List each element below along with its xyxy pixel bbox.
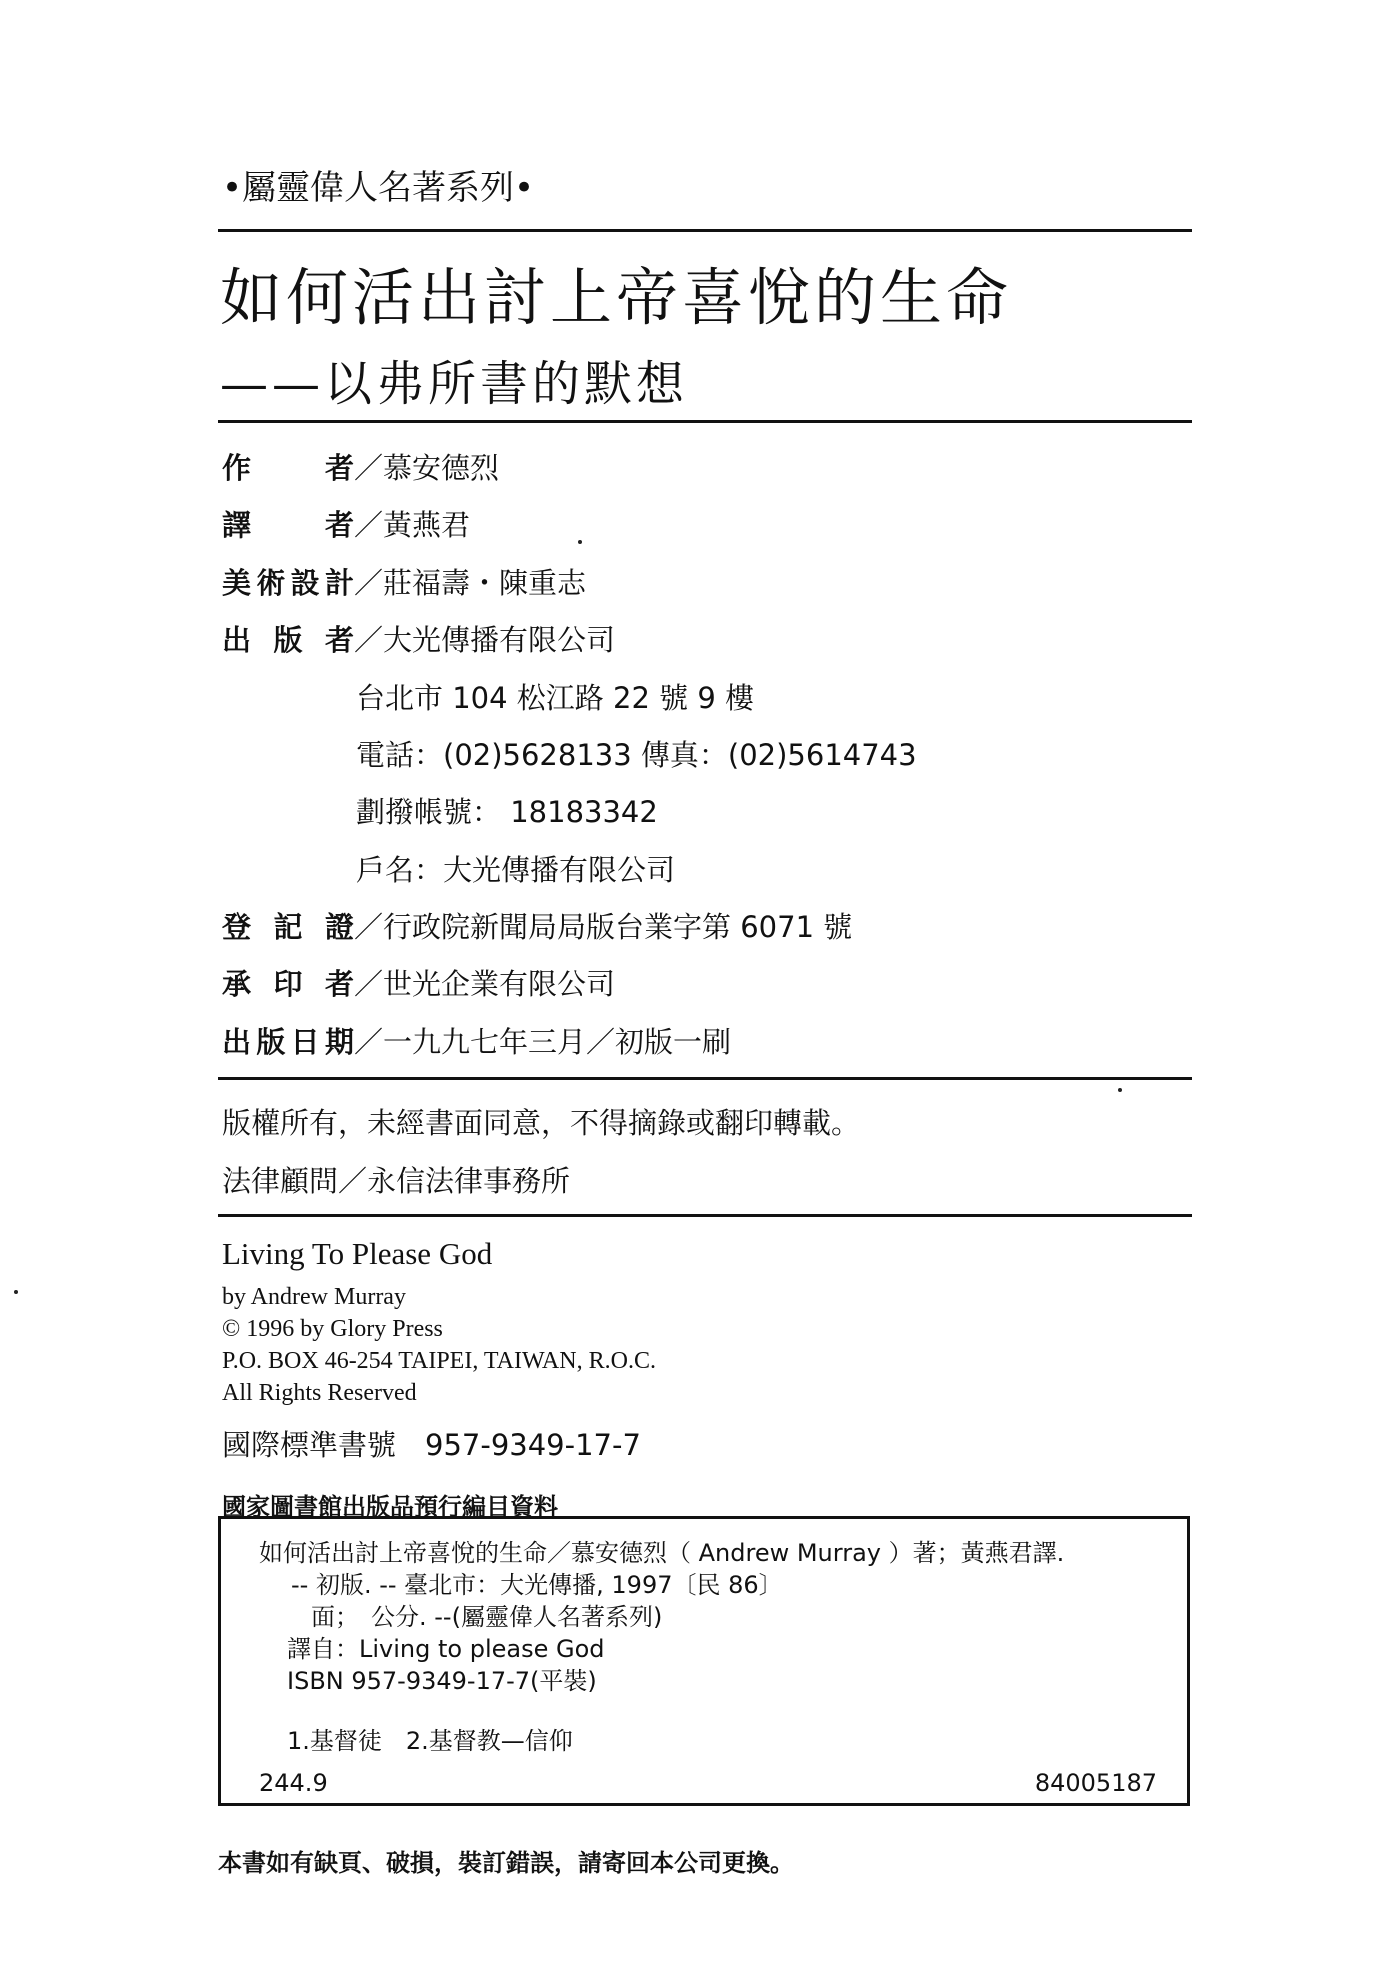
credit-value: 一九九七年三月／初版一刷 [383, 1025, 732, 1059]
cip-record-number: 84005187 [1034, 1769, 1157, 1797]
scan-speck [14, 1290, 18, 1294]
cip-line: ISBN 957-9349-17-7(平裝) [287, 1667, 597, 1695]
credit-row-publish-date [222, 1020, 731, 1061]
book-subtitle: ——以弗所書的默想 [220, 356, 689, 412]
cip-line: 如何活出討上帝喜悅的生命／慕安德烈（ Andrew Murray ）著；黃燕君譯. [259, 1539, 1065, 1567]
cip-line: 譯自：Living to please God [287, 1635, 605, 1663]
credit-label: 作者 [222, 451, 354, 485]
cip-line: 面； 公分. --(屬靈偉人名著系列) [311, 1603, 663, 1631]
separator: ／ [354, 1025, 384, 1059]
separator: ／ [354, 508, 384, 542]
cip-line: -- 初版. -- 臺北市：大光傳播, 1997〔民 86〕 [291, 1571, 783, 1599]
credit-value: 莊福壽・陳重志 [383, 566, 587, 600]
cip-heading: 國家圖書館出版品預行編目資料 [222, 1493, 558, 1521]
bottom-notice: 本書如有缺頁、破損，裝訂錯誤，請寄回本公司更換。 [218, 1849, 794, 1877]
isbn-line: 國際標準書號 957-9349-17-7 [222, 1428, 641, 1462]
publisher-address: 台北市 104 松江路 22 號 9 樓 [356, 681, 755, 715]
credit-value: 慕安德烈 [383, 451, 500, 485]
series-name: •屬靈偉人名著系列• [222, 168, 535, 208]
credit-row-printer [222, 962, 615, 1003]
legal-counsel: 法律顧問／永信法律事務所 [222, 1164, 571, 1198]
credit-label: 出版者 [222, 623, 354, 657]
divider [218, 229, 1192, 232]
copyright-notice: 版權所有，未經書面同意，不得摘錄或翻印轉載。 [222, 1106, 861, 1140]
credit-row-author [222, 446, 499, 487]
book-title: 如何活出討上帝喜悅的生命 [220, 261, 1013, 334]
credit-row-publisher [222, 618, 615, 659]
credit-label: 美術設計 [222, 566, 354, 600]
credit-row-registration [222, 905, 852, 946]
separator: ／ [354, 967, 384, 1001]
cip-line: 1.基督徒 2.基督教—信仰 [287, 1727, 573, 1755]
credit-value: 大光傳播有限公司 [383, 623, 616, 657]
credit-label: 譯者 [222, 508, 354, 542]
english-copyright: © 1996 by Glory Press [222, 1316, 443, 1342]
credit-label: 出版日期 [222, 1025, 354, 1059]
english-rights: All Rights Reserved [222, 1380, 417, 1406]
cip-record-box [218, 1516, 1190, 1806]
divider [218, 1214, 1192, 1217]
separator: ／ [354, 451, 384, 485]
separator: ／ [354, 566, 384, 600]
separator: ／ [354, 623, 384, 657]
english-author: by Andrew Murray [222, 1284, 406, 1310]
credit-label: 承印者 [222, 967, 354, 1001]
credit-value: 世光企業有限公司 [383, 967, 616, 1001]
credit-value: 行政院新聞局局版台業字第 6071 號 [383, 910, 853, 944]
separator: ／ [354, 910, 384, 944]
credit-row-art-design [222, 561, 586, 602]
credit-row-translator [222, 503, 470, 544]
divider [218, 420, 1192, 423]
credit-value: 黃燕君 [383, 508, 471, 542]
scan-speck [1118, 1088, 1122, 1092]
english-title: Living To Please God [222, 1236, 493, 1271]
account-name: 戶名：大光傳播有限公司 [356, 853, 676, 887]
cip-class-number: 244.9 [259, 1769, 328, 1797]
divider [218, 1077, 1192, 1080]
publisher-phone-fax: 電話：(02)5628133 傳真：(02)5614743 [356, 738, 917, 772]
credit-label: 登記證 [222, 910, 354, 944]
scan-speck [578, 540, 582, 544]
english-address: P.O. BOX 46-254 TAIPEI, TAIWAN, R.O.C. [222, 1348, 656, 1374]
postal-account: 劃撥帳號： 18183342 [356, 795, 658, 829]
